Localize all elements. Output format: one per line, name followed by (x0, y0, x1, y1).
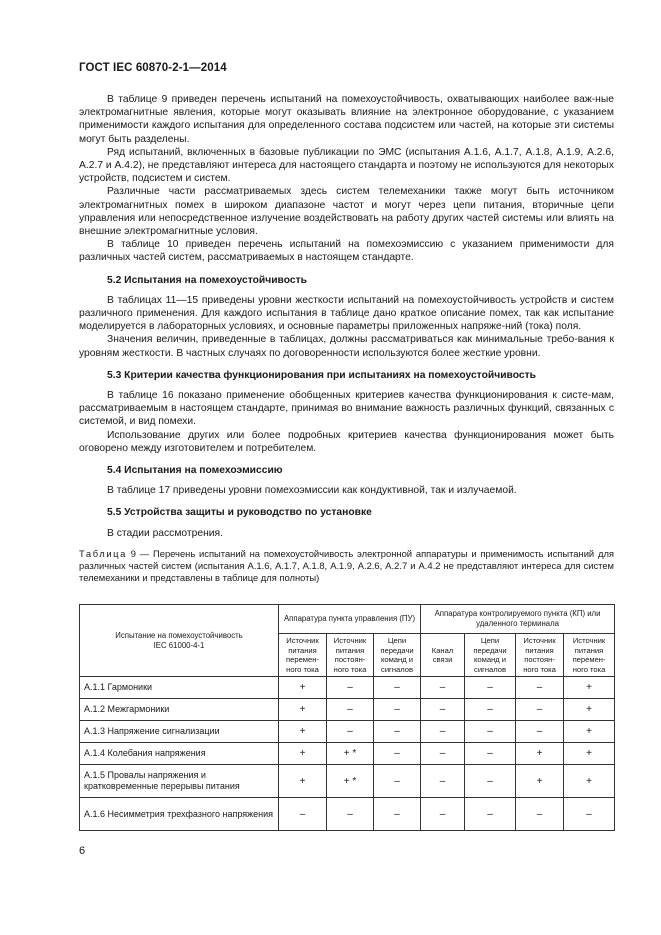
table-cell: + (279, 743, 327, 765)
table-cell: + (279, 699, 327, 721)
table-row (80, 721, 615, 743)
column-header: Цепи передачи команд и сигналов (465, 634, 516, 677)
test-name-cell: А.1.3 Напряжение сигнализации (80, 721, 279, 743)
table-cell: – (374, 677, 421, 699)
table-cell: – (374, 765, 421, 798)
table-cell: – (327, 721, 374, 743)
table-cell: – (465, 699, 516, 721)
table-row (80, 743, 615, 765)
table-row (80, 677, 615, 699)
table-cell: – (374, 699, 421, 721)
table-cell: – (421, 699, 465, 721)
table-cell: – (327, 699, 374, 721)
table-cell: + (279, 765, 327, 798)
table-cell: + (564, 765, 615, 798)
test-name-cell: А.1.5 Провалы напряжения и кратковременные перерывы питания (80, 765, 279, 798)
body-text (79, 93, 614, 585)
table-cell: – (374, 721, 421, 743)
table-cell: – (516, 677, 564, 699)
test-column-header (80, 605, 279, 677)
table-cell: – (327, 677, 374, 699)
page-number: 6 (79, 845, 86, 857)
column-header: Источник питания перемен-ного тока (564, 634, 615, 677)
test-header-line: IEC 61000-4-1 (153, 640, 205, 650)
table-cell: – (421, 798, 465, 831)
table-cell: + (564, 677, 615, 699)
table-cell: – (421, 721, 465, 743)
paragraph: Значения величин, приведенные в таблицах, должны рассматриваться как минимальные требо-вания к уровням жесткости. В частных случаях по договоренности используются более жесткие уровни. (79, 334, 614, 359)
table-cell: + (516, 743, 564, 765)
table-cell: + (564, 743, 615, 765)
paragraph: В таблице 10 приведен перечень испытаний на помехоэмиссию с указанием применимости для различных частей систем, рассматриваемых в настоящем стандарте. (79, 239, 614, 264)
table-cell: – (374, 798, 421, 831)
paragraph: Использование других или более подробных критериев качества функционирования может быть оговорено между изготовителем и потребителем. (79, 429, 614, 454)
paragraph: В таблицах 11—15 приведены уровни жесткости испытаний на помехоустойчивость устройств и систем различного применения. Для каждого испытания в таблице дано краткое описание помех, так как испытание моделируется в лабораторных условиях, и основные параметры приложенных напряже-ний (тока) поля. (79, 294, 614, 333)
table-cell: – (516, 798, 564, 831)
section-heading: 5.4 Испытания на помехоэмиссию (107, 465, 283, 477)
column-header: Цепи передачи команд и сигналов (374, 634, 421, 677)
test-name-cell: А.1.6 Несимметрия трехфазного напряжения (80, 798, 279, 831)
table-cell: – (465, 743, 516, 765)
table-cell: + * (327, 743, 374, 765)
table-cell: – (279, 798, 327, 831)
group-header-kp: Аппаратура контролируемого пункта (КП) или удаленного терминала (421, 605, 615, 634)
table-cell: + (564, 699, 615, 721)
paragraph: В таблице 16 показано применение обобщенных критериев качества функционирования к систе-мам, рассматриваемым в настоящем стандарте, принимая во внимание важность различных функций, связанных с системой, и вид помехи. (79, 390, 614, 428)
table-cell: – (327, 798, 374, 831)
table-cell: – (564, 798, 615, 831)
test-header-line: Испытание на помехоустойчивость (115, 630, 243, 640)
column-header: Канал связи (421, 634, 465, 677)
column-header: Источник питания перемен-ного тока (279, 634, 327, 677)
table-cell: – (465, 765, 516, 798)
immunity-tests-table (79, 604, 615, 831)
group-header-pu: Аппаратура пункта управления (ПУ) (279, 605, 421, 634)
section-heading: 5.2 Испытания на помехоустойчивость (107, 274, 307, 286)
test-name-cell: А.1.1 Гармоники (80, 677, 279, 699)
table-caption-text: 9 — Перечень испытаний на помехоустойчивость электронной аппаратуры и применимость испытаний для различных частей систем (испытания А.1.6, А.1.7, А.1.8, А.1.9, А.2.6, А.2.7 и А.4.2 не представляют интереса для систем телемеханики и представлены в таблице для полноты) (79, 547, 614, 584)
table-cell: – (516, 721, 564, 743)
test-name-cell: А.1.4 Колебания напряжения (80, 743, 279, 765)
test-name-cell: А.1.2 Межгармоники (80, 699, 279, 721)
table-cell: + (279, 677, 327, 699)
table-caption-label: Таблица (79, 547, 127, 559)
table-row (80, 765, 615, 798)
table-cell: + * (327, 765, 374, 798)
table-caption (79, 548, 614, 585)
column-header: Источник питания постоян-ного тока (516, 634, 564, 677)
table-row (80, 699, 615, 721)
table-cell: – (421, 677, 465, 699)
table-cell: – (374, 743, 421, 765)
table-cell: – (421, 743, 465, 765)
paragraph: Различные части рассматриваемых здесь систем телемеханики также могут быть источником электромагнитных помех в широком диапазоне частот и могут через цепи питания, вторичные цепи управления или непосредственное излучение воздействовать на работу других частей системы или влиять на внешние электромагнитные условия. (79, 186, 614, 238)
paragraph: В таблице 17 приведены уровни помехоэмиссии как кондуктивной, так и излучаемой. (107, 485, 517, 497)
paragraph: Ряд испытаний, включенных в базовые публикации по ЭМС (испытания А.1.6, А.1.7, А.1.8, А.1.9, А.2.6, А.2.7 и А.4.2), не представляют интереса для настоящего стандарта и поэтому не используются для некоторых устройств, подсистем и систем. (79, 146, 614, 185)
paragraph: В таблице 9 приведен перечень испытаний на помехоустойчивость, охватывающих наиболее важ-ные электромагнитные явления, которые могут оказывать влияние на электронное оборудование, с указанием применимости каждого испытания для определенного состава подсистем или частей, на которые эти системы могут быть разделены. (79, 94, 614, 145)
table-row (80, 798, 615, 831)
section-heading: 5.5 Устройства защиты и руководство по установке (107, 507, 372, 519)
table-cell: – (465, 677, 516, 699)
table-cell: + (564, 721, 615, 743)
table-cell: – (465, 721, 516, 743)
section-heading: 5.3 Критерии качества функционирования при испытаниях на помехоустойчивость (107, 369, 536, 381)
table-cell: + (279, 721, 327, 743)
table-cell: + (516, 765, 564, 798)
table-cell: – (465, 798, 516, 831)
document-header: ГОСТ IEC 60870-2-1—2014 (79, 62, 227, 74)
table-cell: – (516, 699, 564, 721)
paragraph: В стадии рассмотрения. (107, 527, 223, 539)
column-header: Источник питания постоян-ного тока (327, 634, 374, 677)
table-cell: – (421, 765, 465, 798)
